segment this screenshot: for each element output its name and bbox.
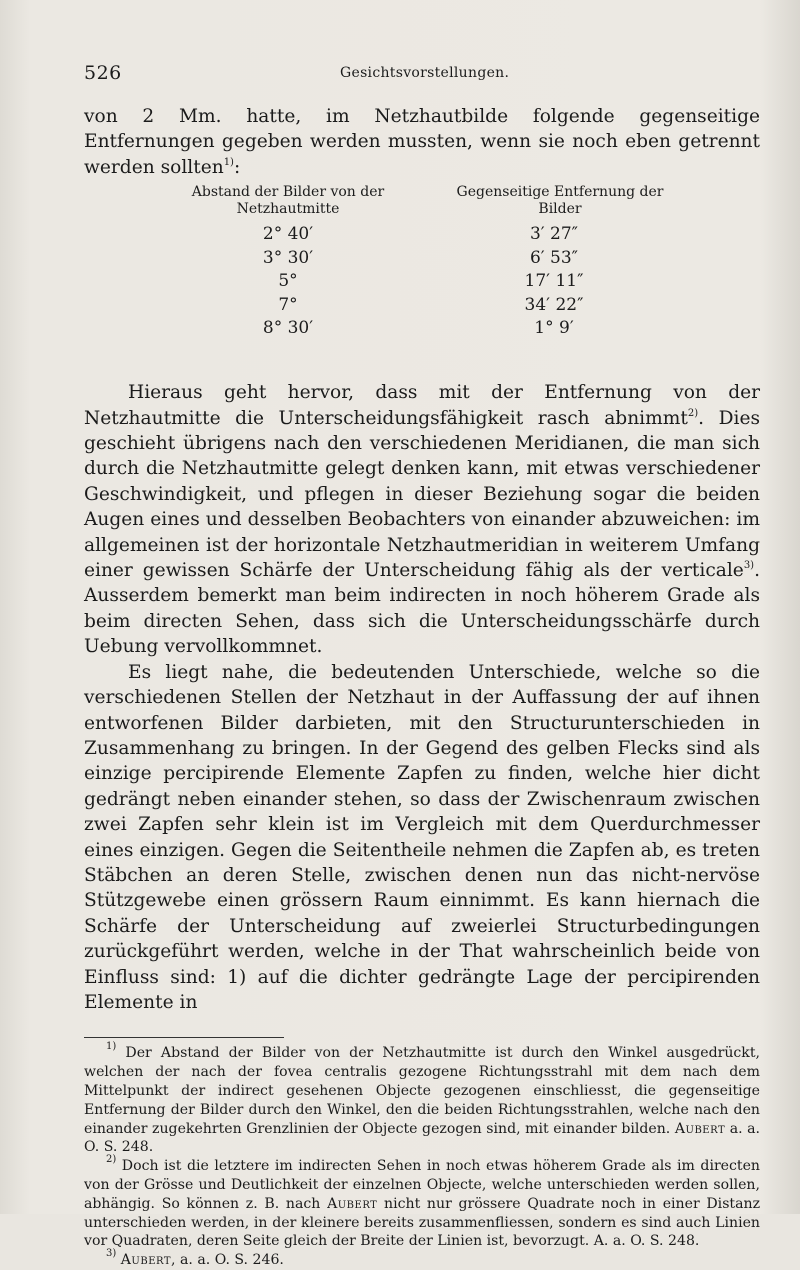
intro-tail: : [233,156,241,178]
footnote-2-text: Doch ist die letztere im indirecten Sehen in noch etwas höherem Grade als im directen von der Grösse und Deutlichkeit der einzelnen Objecte, welche unterschieden werden sollen, abhängig. So können z. B. nach [84,1158,760,1212]
page-header [84,62,750,88]
footnote-ref-2: 2) [687,407,699,419]
footnote-2-author: Aubert [327,1195,378,1212]
footnote-1-mark: 1) [106,1041,117,1053]
footnote-2-mark: 2) [106,1154,117,1166]
footnote-1-author: Aubert [674,1120,726,1137]
footnote-2-tail: nicht nur grössere Quadrate noch in einer Distanz unterschieden werden, in der kleinere bereits zusammenfliessen, sondern es sind auch Linien vor Quadraten, deren Seite gleich der Breite der Linien ist, bevorzugt. A. a. O. S. 248. [84,1195,760,1250]
table-row [84,248,760,272]
table-row [84,224,760,248]
footnote-1-text: Der Abstand der Bilder von der Netzhautmitte ist durch den Winkel ausgedrückt, welchen der nach der fovea centralis gezogene Richtungsstrahl mit dem nach dem Mittelpunkt der indirect gesehenen Objecte gezogenen einschliesst, die gegenseitige Entfernung der Bilder durch den Winkel, den die beiden Richtungsstrahlen, welche nach den einander zugekehrten Grenzlinien der Objecte gezogen sind, mit einander bilden. [84,1045,760,1137]
table-cell-distance: 7° [278,294,298,315]
paragraph-1-text-c: . Ausserdem bemerkt man beim indirecten in noch höherem Grade als beim directen Sehen, dass sich die Unterscheidungsschärfe durch Uebung vervollkommnet. [84,560,760,658]
footnote-2 [84,1154,760,1251]
footnote-divider [84,1037,284,1038]
footnote-3-ref: , a. a. O. S. 246. [171,1252,284,1269]
table-cell-separation: 17′ 11″ [524,271,584,292]
table-cell-distance: 8° 30′ [262,318,314,339]
acuity-table [84,184,760,380]
table-cell-separation: 34′ 22″ [524,294,584,315]
intro-text: von 2 Mm. hatte, im Netzhautbilde folgende gegenseitige Entfernungen gegeben werden mussten, wenn sie noch eben getrennt werden sollten [84,106,760,178]
footnote-ref-3: 3) [743,560,755,572]
running-title: Gesichtsvorstellungen. [340,65,510,81]
footnote-1 [84,1041,761,1157]
table-header-distance: Abstand der Bilder von der Netzhautmitte [191,184,385,218]
table-header-separation: Gegenseitige Entfernung der Bilder [456,184,664,218]
paragraph-1-text-a: Hieraus geht hervor, dass mit der Entfernung von der Netzhautmitte die Unterscheidungsfähigkeit rasch abnimmt [84,382,760,429]
table-row [84,295,760,319]
page-body [84,104,760,1270]
table-cell-distance: 2° 40′ [262,224,314,245]
paragraph-2: Es liegt nahe, die bedeutenden Unterschiede, welche so die verschiedenen Stellen der Netzhaut in der Auffassung der auf ihnen entworfenen Bilder darbieten, mit den Structurunterschieden in Zusammenhang zu bringen. In der Gegend des gelben Flecks sind als einzige percipirende Elemente Zapfen zu finden, welche hier dicht gedrängt neben einander stehen, so dass der Zwischenraum zwischen zwei Zapfen sehr klein ist im Vergleich mit dem Querdurchmesser eines einzigen. Gegen die Seitentheile nehmen die Zapfen ab, es treten Stäbchen an deren Stelle, zwischen denen nun das nicht-nervöse Stützgewebe einen grössern Raum einnimmt. Es kann hiernach die Schärfe der Unterscheidung auf zweierlei Structurbedingungen zurückgeführt werden, welche in der That wahrscheinlich beide von Einfluss sind: 1) auf die dichter gedrängte Lage der percipirenden Elemente in [84,661,760,1013]
table-cell-distance: 5° [278,271,298,292]
footnote-3-author: Aubert [120,1252,172,1269]
table-row [84,318,760,342]
intro-paragraph [84,104,760,180]
paragraph-1-text-b: . Dies geschieht übrigens nach den verschiedenen Meridianen, die man sich durch die Netzhautmitte gelegt denken kann, mit etwas verschiedener Geschwindigkeit, und pflegen in dieser Beziehung sogar die beiden Augen eines und desselben Beobachters von einander abzuweichen: im allgemeinen ist der horizontale Netzhautmeridian in weiterem Umfang einer gewissen Schärfe der Unterscheidung fähig als der verticale [84,407,760,582]
table-rows [84,224,760,342]
footnote-1-ref: a. a. O. S. 248. [84,1120,761,1156]
table-row [84,271,760,295]
footnote-ref-1: 1) [223,156,234,168]
table-cell-separation: 1° 9′ [534,318,574,339]
footnote-3-mark: 3) [106,1248,117,1260]
table-cell-separation: 3′ 27″ [529,224,579,245]
footnote-3 [84,1248,760,1270]
page-number: 526 [84,62,122,84]
table-cell-separation: 6′ 53″ [529,247,579,268]
table-cell-distance: 3° 30′ [262,247,314,268]
paragraph-1 [84,380,760,659]
